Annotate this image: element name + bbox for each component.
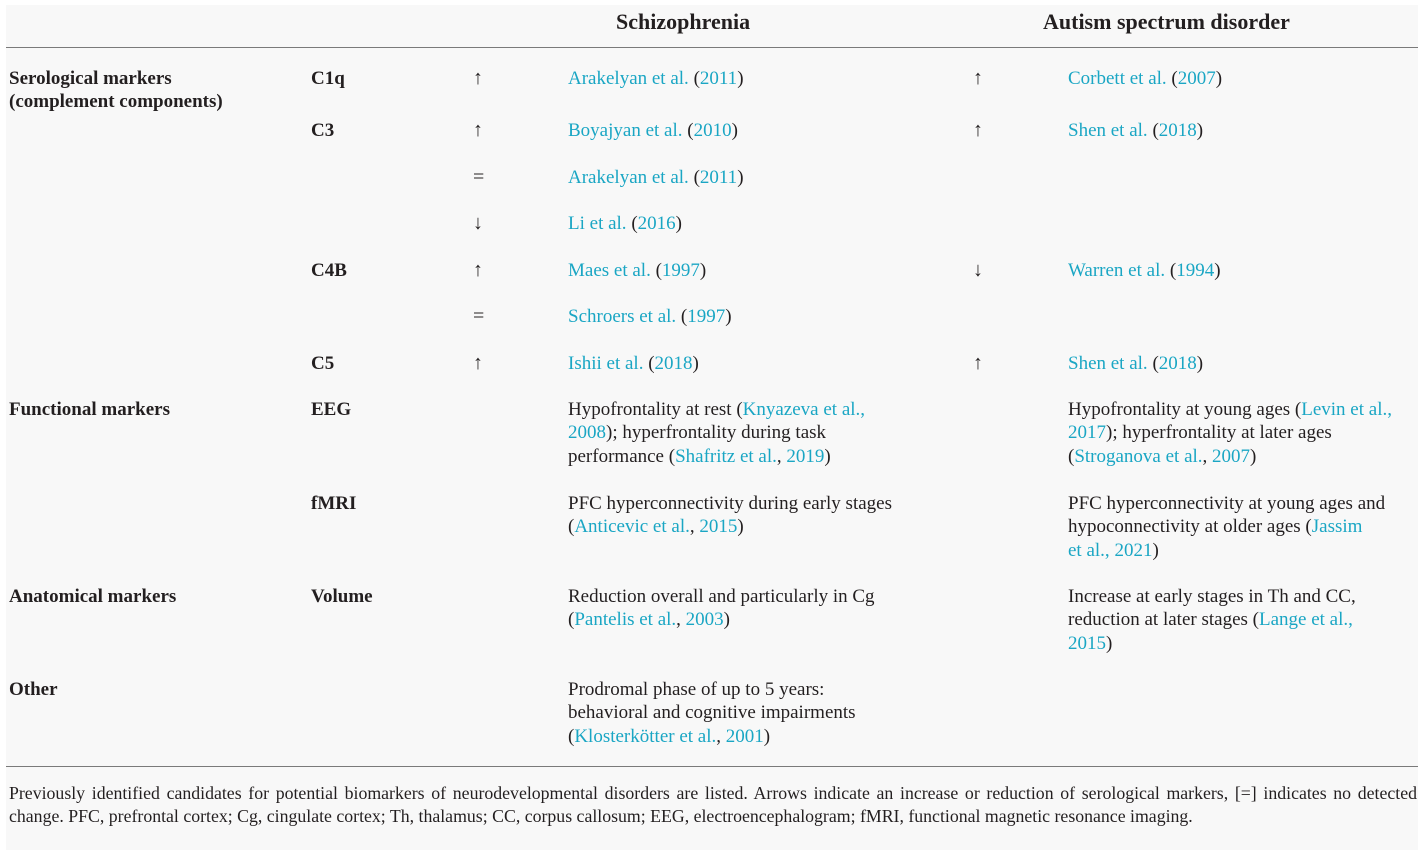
- citation-link[interactable]: 2015: [699, 516, 738, 538]
- sz-direction-cell: [473, 67, 513, 90]
- cell-text: Prodromal phase of up to 5 years:: [568, 679, 825, 700]
- cell-text: reduction at later stages (: [1068, 609, 1259, 631]
- cell-text: ): [675, 213, 682, 234]
- citation-link[interactable]: 2007: [1212, 445, 1251, 467]
- citation-link[interactable]: Maes et al.: [568, 260, 651, 281]
- cell-text: (: [1147, 353, 1159, 374]
- citation-link[interactable]: Shen et al.: [1068, 353, 1148, 374]
- asd-direction-cell: [973, 259, 1013, 282]
- cell-text: Hypofrontality at young ages (: [1068, 399, 1302, 420]
- cell-text: ); hyperfrontality at later ages: [1106, 422, 1332, 444]
- cell-text: ↓: [973, 259, 983, 281]
- citation-link[interactable]: 2021: [1114, 539, 1153, 561]
- cell-text: ): [737, 516, 744, 538]
- sz-direction-cell: [473, 352, 513, 375]
- asd-direction-cell: [973, 119, 1013, 142]
- sz-reference-cell: [568, 119, 958, 142]
- cell-text: (: [1165, 260, 1177, 281]
- citation-link[interactable]: 2003: [685, 609, 724, 631]
- cell-text: ): [824, 445, 831, 467]
- citation-link[interactable]: 2011: [699, 68, 738, 89]
- cell-text: ,: [716, 725, 726, 747]
- asd-direction-cell: [973, 67, 1013, 90]
- citation-link[interactable]: Klosterkötter et al.: [574, 725, 717, 747]
- marker-name-cell: [311, 259, 461, 282]
- sz-reference-cell: [568, 678, 958, 748]
- citation-link[interactable]: Schroers et al.: [568, 306, 677, 327]
- cell-text: ): [737, 68, 744, 89]
- cell-text: ): [1152, 539, 1159, 561]
- citation-link[interactable]: 2018: [1158, 120, 1197, 141]
- marker-category-cell: [9, 67, 299, 114]
- cell-text: hypoconnectivity at older ages (: [1068, 516, 1312, 538]
- asd-reference-cell: [1068, 259, 1418, 282]
- marker-category-cell: [9, 398, 299, 421]
- citation-link[interactable]: Levin et al.,: [1301, 399, 1392, 420]
- citation-link[interactable]: 2017: [1068, 422, 1106, 444]
- footer-divider: [6, 766, 1418, 767]
- cell-text: (: [568, 516, 575, 538]
- cell-text: C5: [311, 353, 335, 374]
- cell-text: (: [676, 306, 688, 327]
- cell-text: ): [731, 120, 738, 141]
- cell-text: ,: [1202, 445, 1213, 467]
- cell-text: ↑: [473, 67, 483, 89]
- cell-text: ): [1196, 353, 1204, 374]
- sz-direction-cell: [473, 259, 513, 282]
- cell-text: ): [1214, 260, 1221, 281]
- citation-link[interactable]: Ishii et al.: [568, 353, 644, 374]
- table-frame: [6, 5, 1418, 850]
- cell-text: (: [568, 609, 575, 631]
- cell-text: ↑: [973, 119, 983, 141]
- citation-link[interactable]: Anticevic et al.: [574, 516, 690, 538]
- cell-text: ): [725, 306, 732, 327]
- marker-name-cell: [311, 67, 461, 90]
- citation-link[interactable]: Arakelyan et al.: [568, 167, 689, 188]
- cell-text: C1q: [311, 68, 345, 89]
- cell-text: Hypofrontality at rest (: [568, 399, 743, 420]
- citation-link[interactable]: 2007: [1177, 68, 1216, 89]
- cell-text: Anatomical markers: [9, 586, 177, 607]
- cell-text: ); hyperfrontality during task: [606, 422, 827, 444]
- citation-link[interactable]: Arakelyan et al.: [568, 68, 689, 89]
- cell-text: C4B: [311, 260, 347, 281]
- sz-reference-cell: [568, 212, 958, 235]
- cell-text: (: [1147, 120, 1159, 141]
- sz-reference-cell: [568, 67, 958, 90]
- sz-direction-cell: [473, 166, 513, 189]
- cell-text: C3: [311, 120, 335, 141]
- sz-reference-cell: [568, 398, 958, 468]
- header-divider: [6, 47, 1418, 48]
- header-schizophrenia: Schizophrenia: [616, 9, 751, 34]
- cell-text: (: [643, 353, 655, 374]
- asd-direction-cell: [973, 352, 1013, 375]
- cell-text: fMRI: [311, 493, 357, 514]
- cell-text: ↑: [473, 259, 483, 281]
- citation-link[interactable]: Lange et al.,: [1258, 609, 1353, 631]
- citation-link[interactable]: 2011: [699, 167, 738, 188]
- cell-text: ↑: [973, 67, 983, 89]
- sz-direction-cell: [473, 212, 513, 235]
- marker-name-cell: [311, 352, 461, 375]
- sz-reference-cell: [568, 492, 958, 539]
- cell-text: ): [723, 609, 730, 631]
- marker-name-cell: [311, 398, 461, 421]
- citation-link[interactable]: 2018: [1158, 353, 1197, 374]
- citation-link[interactable]: 2010: [693, 120, 732, 141]
- cell-text: ): [692, 353, 699, 374]
- citation-link[interactable]: 2008: [568, 422, 606, 444]
- asd-reference-cell: [1068, 67, 1418, 90]
- citation-link[interactable]: 1994: [1176, 260, 1215, 281]
- citation-link[interactable]: Shen et al.: [1068, 120, 1148, 141]
- cell-text: (: [626, 213, 638, 234]
- marker-category-cell: [9, 678, 299, 701]
- cell-text: ): [1196, 120, 1204, 141]
- cell-text: ): [737, 167, 744, 188]
- cell-text: Serological markers: [9, 68, 172, 89]
- sz-reference-cell: [568, 305, 958, 328]
- citation-link[interactable]: Warren et al.: [1068, 260, 1166, 281]
- citation-link[interactable]: Corbett et al.: [1068, 68, 1167, 89]
- cell-text: ,: [676, 609, 686, 631]
- marker-name-cell: [311, 492, 461, 515]
- sz-reference-cell: [568, 585, 958, 632]
- cell-text: (: [1068, 445, 1075, 467]
- cell-text: (: [688, 167, 700, 188]
- cell-text: ↑: [473, 119, 483, 141]
- cell-text: ): [699, 260, 707, 281]
- cell-text: (complement components): [9, 91, 223, 113]
- asd-reference-cell: [1068, 492, 1418, 562]
- cell-text: ,: [689, 516, 700, 538]
- cell-text: behavioral and cognitive impairments: [568, 702, 856, 724]
- marker-name-cell: [311, 585, 461, 608]
- sz-direction-cell: [473, 305, 513, 328]
- cell-text: (: [1166, 68, 1178, 89]
- marker-name-cell: [311, 119, 461, 142]
- marker-category-cell: [9, 585, 299, 608]
- cell-text: (: [682, 120, 694, 141]
- cell-text: ↓: [473, 212, 483, 234]
- cell-text: =: [473, 305, 485, 327]
- cell-text: ): [1215, 68, 1223, 89]
- sz-reference-cell: [568, 352, 958, 375]
- asd-reference-cell: [1068, 398, 1418, 468]
- citation-link[interactable]: 1997: [687, 306, 726, 327]
- cell-text: (: [568, 725, 575, 747]
- sz-direction-cell: [473, 119, 513, 142]
- cell-text: ,: [776, 445, 787, 467]
- citation-link[interactable]: Knyazeva et al.,: [742, 399, 866, 420]
- sz-reference-cell: [568, 166, 958, 189]
- citation-link[interactable]: 2019: [786, 445, 825, 467]
- citation-link[interactable]: Li et al.: [568, 213, 627, 234]
- cell-text: (: [688, 68, 700, 89]
- cell-text: ): [1106, 632, 1113, 654]
- cell-text: PFC hyperconnectivity during early stages: [568, 493, 892, 514]
- citation-link[interactable]: 2018: [654, 353, 693, 374]
- citation-link[interactable]: Boyajyan et al.: [568, 120, 683, 141]
- cell-text: performance (: [568, 445, 676, 467]
- header-autism-spectrum-disorder: Autism spectrum disorder: [1043, 9, 1290, 34]
- cell-text: (: [650, 260, 662, 281]
- cell-text: Increase at early stages in Th and CC,: [1068, 586, 1356, 607]
- cell-text: PFC hyperconnectivity at young ages and: [1068, 493, 1386, 514]
- cell-text: ↑: [973, 352, 983, 374]
- asd-reference-cell: [1068, 352, 1418, 375]
- cell-text: Reduction overall and particularly in Cg: [568, 586, 875, 607]
- citation-link[interactable]: Pantelis et al.: [574, 609, 677, 631]
- citation-link[interactable]: 1997: [661, 260, 700, 281]
- cell-text: Functional markers: [9, 399, 170, 420]
- cell-text: Other: [9, 679, 58, 700]
- asd-reference-cell: [1068, 585, 1418, 655]
- cell-text: ): [763, 725, 771, 747]
- cell-text: =: [473, 166, 485, 188]
- citation-link[interactable]: 2016: [637, 213, 676, 234]
- cell-text: Volume: [311, 586, 373, 607]
- citation-link[interactable]: Stroganova et al.: [1074, 445, 1203, 467]
- cell-text: EEG: [311, 399, 352, 420]
- citation-link[interactable]: Jassim: [1311, 516, 1363, 538]
- sz-reference-cell: [568, 259, 958, 282]
- cell-text: ): [1250, 445, 1257, 467]
- cell-text: ↑: [473, 352, 483, 374]
- citation-link[interactable]: Shafritz et al.: [675, 445, 777, 467]
- asd-reference-cell: [1068, 119, 1418, 142]
- citation-link[interactable]: 2015: [1068, 632, 1106, 654]
- citation-link[interactable]: 2001: [725, 725, 764, 747]
- citation-link[interactable]: et al.,: [1068, 539, 1110, 561]
- table-footnote: Previously identified candidates for potential biomarkers of neurodevelopmental disorders are listed. Arrows indicate an increase or reduction of serological markers, [=] indicates no detected change. PFC, prefrontal cortex; Cg, cingulate cortex; Th, thalamus; CC, corpus callosum; EEG, electroencephalogram; fMRI, functional magnetic resonance imaging.: [9, 783, 1417, 827]
